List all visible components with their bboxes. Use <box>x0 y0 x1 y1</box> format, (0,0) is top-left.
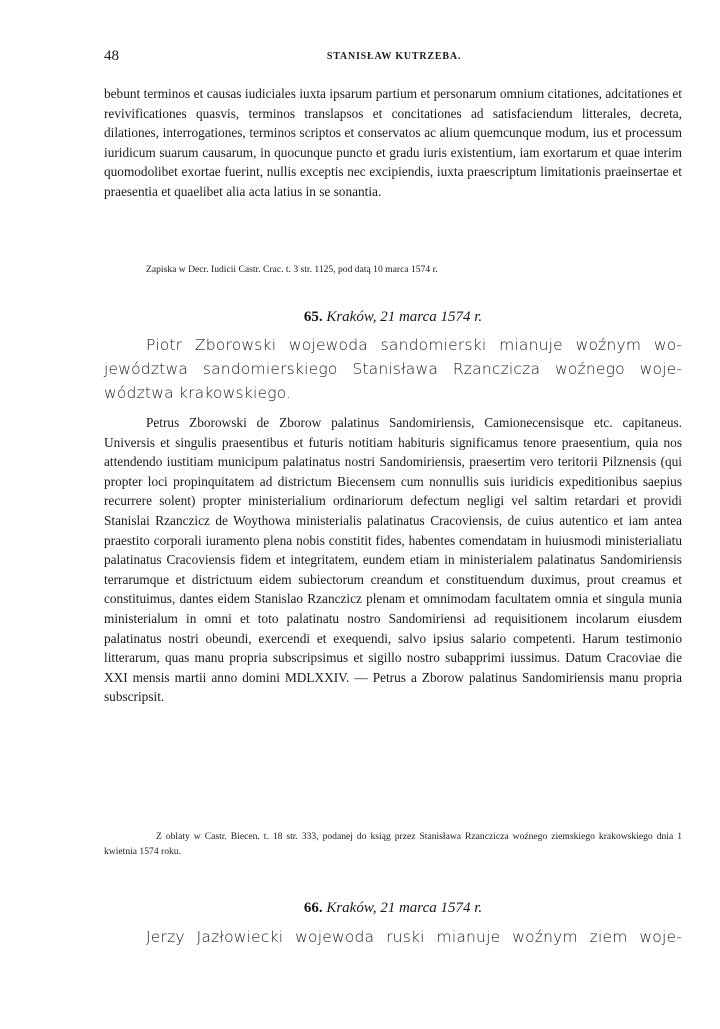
document-place: Kraków, <box>326 900 377 916</box>
document-heading <box>104 307 682 327</box>
document-number: 66. <box>303 900 323 916</box>
document-number: 65. <box>303 309 323 325</box>
document-text: Petrus Zborowski de Zborow palatinus Sandomiriensis, Camionecensisque etc. capitaneus. Universis et singulis praesentibus et futuris notitiam habituris significamus tenore praesentium, quia nos attendendo iustitiam municipum palatinatus nostri Sandomiriensis, praesertim vero teritorii Pilznensis (qui propter loci propinquitatem ad districtum Biecensem cum nonnullis suis iuridicis expeditionibus saepius recurrere solent) propter ministerialium ordinariorum defectum negligi vel saltim retardari et providi Stanislai Rzanczicz de Woythowa ministerialis palatinatus Cracoviensis, de cuius autentico et iam antea praestito corporali iuramento plena nobis constitit fides, habentes comendatam in huiusmodi ministerialiatu palatinatus Cracoviensis fidem et integritatem, eundem etiam in ministerialem palatinatus Sandomiriensis terrarumque et districtuum eidem subiectorum creandum et constituendum duximus, prout creamus et constituimus, dantes eidem Stanislao Rzanczicz plenam et omnimodam facultatem omnia et singula munia ministerialum in omni et toto palatinatu nostro Sandomiriensi ad requisitionem incolarum eiusdem palatinatus nostri obeundi, exercendi et exequendi, salvo ipsius salario competenti. Harum testimonio litterarum, quas manu propria subscripsimus et sigillo nostro subapprimi iussimus. Datum Cracoviae die XXI mensis martii anno domini MDLXXIV. — Petrus a Zborow palatinus Sandomiriensis manu propria subscripsit. <box>104 415 682 705</box>
page-header <box>104 48 684 68</box>
page-number: 48 <box>104 48 119 64</box>
continued-document-text: bebunt terminos et causas iudiciales iuxta ipsarum partium et personarum omnium citationes, adcitationes et revivificationes quasvis, terminos translapsos et concitationes ad satisfaciendum litterales, decreta, dilationes, interrogationes, terminos scriptos et conservatos ac alium quemcunque modum, ius et processum iuridicum suarum causarum, in quocunque puncto et gradu iuris existentium, iam exortarum et quae interim quomodolibet exortae fuerint, nullis exceptis nec excipiendis, iuxta praescriptum limitationis praeinsertae et praesentia et quaelibet alia acta latius in se sonantia. <box>104 86 682 199</box>
source-note: Z oblaty w Castr. Biecen. t. 18 str. 333, podanej do ksiąg przez Stanisława Rzanczicza woźnego ziemskiego krakowskiego dnia 1 kwietnia 1574 roku. <box>104 831 682 857</box>
source-note: Zapiska w Decr. Iudicii Castr. Crac. t. 3 str. 1125, pod datą 10 marca 1574 r. <box>146 264 438 275</box>
document-summary: Jerzy Jazłowiecki wojewoda ruski mianuje woźnym ziem woje- <box>146 928 682 946</box>
document-date: 21 marca 1574 r. <box>380 900 483 916</box>
document-date: 21 marca 1574 r. <box>380 309 483 325</box>
running-head: STANISŁAW KUTRZEBA. <box>326 51 462 62</box>
document-place: Kraków, <box>326 309 377 325</box>
document-summary: Piotr Zborowski wojewoda sandomierski mianuje woźnym województwa sandomierskiego Stanisława Rzanczicza woźnego województwa krakowskiego. <box>104 336 682 402</box>
document-heading <box>104 898 682 918</box>
